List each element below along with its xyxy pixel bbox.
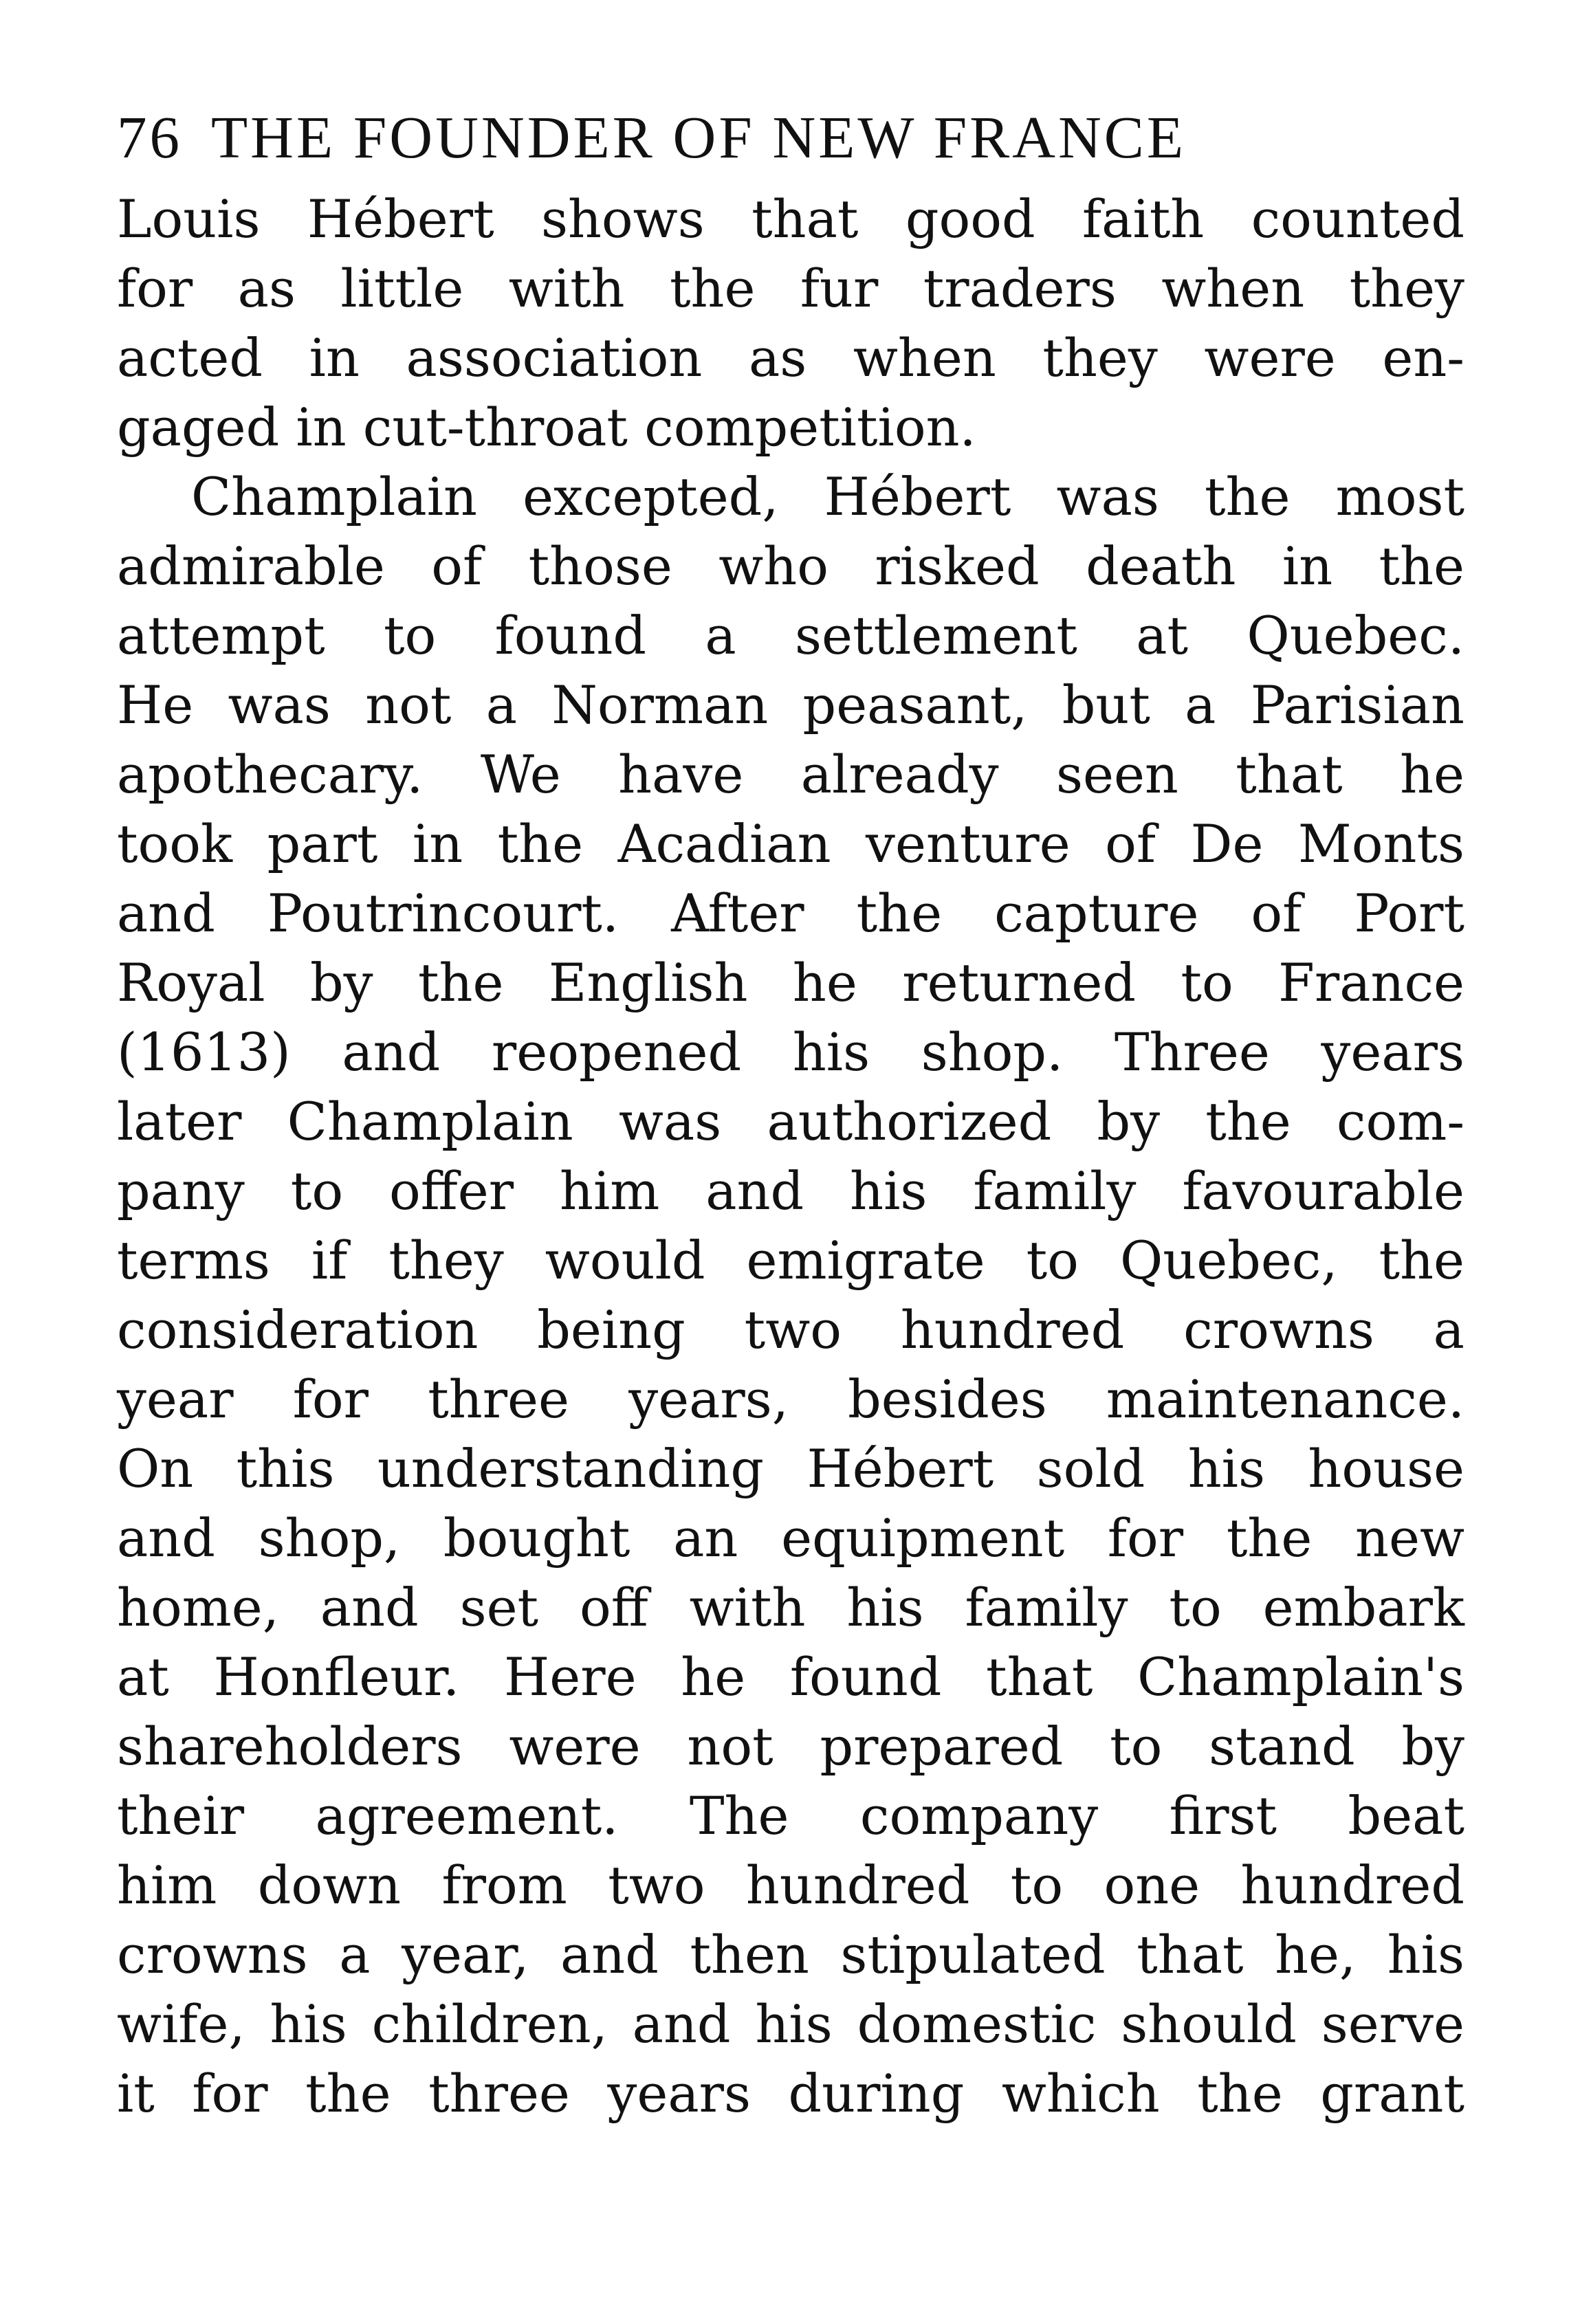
text-line: and shop, bought an equipment for the new — [117, 1507, 1464, 1569]
text-line: later Champlain was authorized by the com- — [117, 1091, 1464, 1152]
text-line: for as little with the fur traders when they — [117, 258, 1464, 319]
running-head — [117, 103, 1464, 184]
paragraph-2 — [117, 462, 1464, 2128]
text-line: home, and set off with his family to embark — [117, 1577, 1464, 1638]
text-line: their agreement. The company first beat — [117, 1785, 1464, 1846]
text-line: He was not a Norman peasant, but a Parisian — [117, 674, 1464, 735]
text-line: took part in the Acadian venture of De Monts — [117, 813, 1464, 874]
text-line: consideration being two hundred crowns a — [117, 1299, 1464, 1360]
page-number: 76 — [117, 104, 182, 170]
text-line: gaged in cut-throat competition. — [117, 397, 976, 458]
text-line: shareholders were not prepared to stand by — [117, 1716, 1464, 1777]
text-line: crowns a year, and then stipulated that he, his — [117, 1924, 1464, 1985]
text-line: attempt to found a settlement at Quebec. — [117, 605, 1464, 666]
book-page — [117, 103, 1464, 2128]
text-line: admirable of those who risked death in the — [117, 535, 1464, 597]
text-line: apothecary. We have already seen that he — [117, 744, 1464, 805]
text-line: On this understanding Hébert sold his house — [117, 1438, 1464, 1499]
text-line: it for the three years during which the grant — [117, 2063, 1464, 2124]
text-line: Champlain excepted, Hébert was the most — [191, 466, 1464, 527]
text-line: pany to offer him and his family favourable — [117, 1160, 1464, 1221]
running-title: THE FOUNDER OF NEW FRANCE — [211, 104, 1186, 170]
text-line: (1613) and reopened his shop. Three years — [117, 1021, 1464, 1083]
text-line: and Poutrincourt. After the capture of Port — [117, 883, 1464, 944]
paragraph-1 — [117, 184, 1464, 462]
text-line: wife, his children, and his domestic should serve — [117, 1993, 1464, 2055]
text-line: acted in association as when they were en- — [117, 327, 1464, 388]
text-line: Louis Hébert shows that good faith counted — [117, 188, 1464, 250]
text-line: year for three years, besides maintenance. — [117, 1369, 1464, 1430]
text-line: Royal by the English he returned to France — [117, 952, 1464, 1013]
text-line: terms if they would emigrate to Quebec, the — [117, 1230, 1464, 1291]
text-line: him down from two hundred to one hundred — [117, 1855, 1464, 1916]
text-line: at Honfleur. Here he found that Champlain's — [117, 1646, 1464, 1707]
